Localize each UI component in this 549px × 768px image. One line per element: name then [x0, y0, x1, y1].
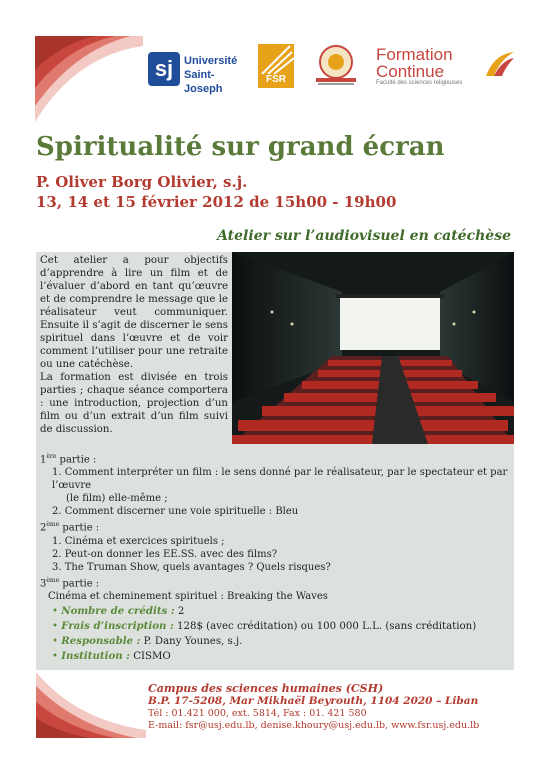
usj-mark: sj	[148, 52, 180, 86]
part-2-item-2: 2. Peut-on donner les EE.SS. avec des films?	[52, 548, 278, 560]
event-dates: 13, 14 et 15 février 2012 de 15h00 - 19h00	[36, 193, 397, 211]
emblem-logo	[308, 44, 364, 88]
part-1-item-1: 1. Comment interpréter un film : le sens donné par le réalisateur, par le spectateur et par l’œuvre	[52, 467, 508, 492]
detail-credits: • Nombre de crédits : 2	[52, 605, 185, 617]
part-3-heading: 3ème partie :	[40, 576, 100, 589]
intro-text	[40, 254, 228, 436]
fc-title: Formation Continue	[376, 45, 453, 81]
part-3-item-1: Cinéma et cheminement spirituel : Breaking the Waves	[48, 590, 328, 602]
detail-responsable: • Responsable : P. Dany Younes, s.j.	[52, 635, 243, 647]
decorative-wedge	[35, 36, 143, 122]
cinema-photo	[232, 252, 514, 444]
page-title: Spiritualité sur grand écran	[36, 132, 445, 162]
detail-fees: • Frais d’inscription : 128$ (avec créditation) ou 100 000 L.L. (sans créditation)	[52, 620, 477, 632]
intro-paragraph-1: Cet atelier a pour objectifs d’apprendre à lire un film et de l’évaluer d’abord en tant qu’œuvre et de comprendre le message que le réalisateur veut communiquer. Ensuite il s’agit de discerner le sens spirituel dans l’œuvre et de voir comment l’utiliser pour une retraite ou une catéchèse.	[40, 255, 228, 370]
footer-address: B.P. 17-5208, Mar Mikhaël Beyrouth, 1104 2020 – Liban	[148, 695, 479, 707]
fc-subtitle: Faculté des sciences religieuses	[376, 80, 463, 86]
footer-phone: Tél : 01.421 000, ext. 5814, Fax : 01. 421 580	[148, 708, 367, 719]
part-2-item-3: 3. The Truman Show, quels avantages ? Quels risques?	[52, 561, 331, 573]
part-1-heading: 1ère partie :	[40, 453, 97, 466]
footer-email[interactable]: E-mail: fsr@usj.edu.lb, denise.khoury@usj.edu.lb, www.fsr.usj.edu.lb	[148, 720, 480, 731]
part-1-item-2: 2. Comment discerner une voie spirituelle : Bleu	[52, 506, 299, 518]
subtitle: Atelier sur l’audiovisuel en catéchèse	[217, 228, 511, 244]
details-list	[52, 604, 510, 664]
formation-continue-logo	[376, 44, 516, 90]
part-2-heading: 2ème partie :	[40, 521, 100, 534]
part-2-item-1: 1. Cinéma et exercices spirituels ;	[52, 535, 225, 547]
fsr-label: FSR	[266, 74, 286, 85]
footer-campus: Campus des sciences humaines (CSH)	[148, 682, 384, 695]
footer-contact	[148, 682, 518, 732]
program	[40, 450, 510, 603]
speaker: P. Oliver Borg Olivier, s.j.	[36, 173, 248, 191]
usj-logo	[148, 48, 248, 94]
detail-institution: • Institution : CISMO	[52, 650, 171, 662]
part-1-item-1-cont: (le film) elle-même ;	[66, 493, 168, 505]
fc-swoosh-icon	[484, 50, 516, 78]
fsr-logo	[258, 44, 294, 88]
fsr-rays-icon	[258, 44, 294, 74]
footer-wedge	[36, 672, 146, 738]
intro-paragraph-2: La formation est divisée en trois parties ; chaque séance comportera : une introduction, projection d’un film ou d’un extrait d’un film suivi de discussion.	[40, 372, 228, 435]
usj-name: Université Saint-Joseph	[184, 55, 238, 95]
